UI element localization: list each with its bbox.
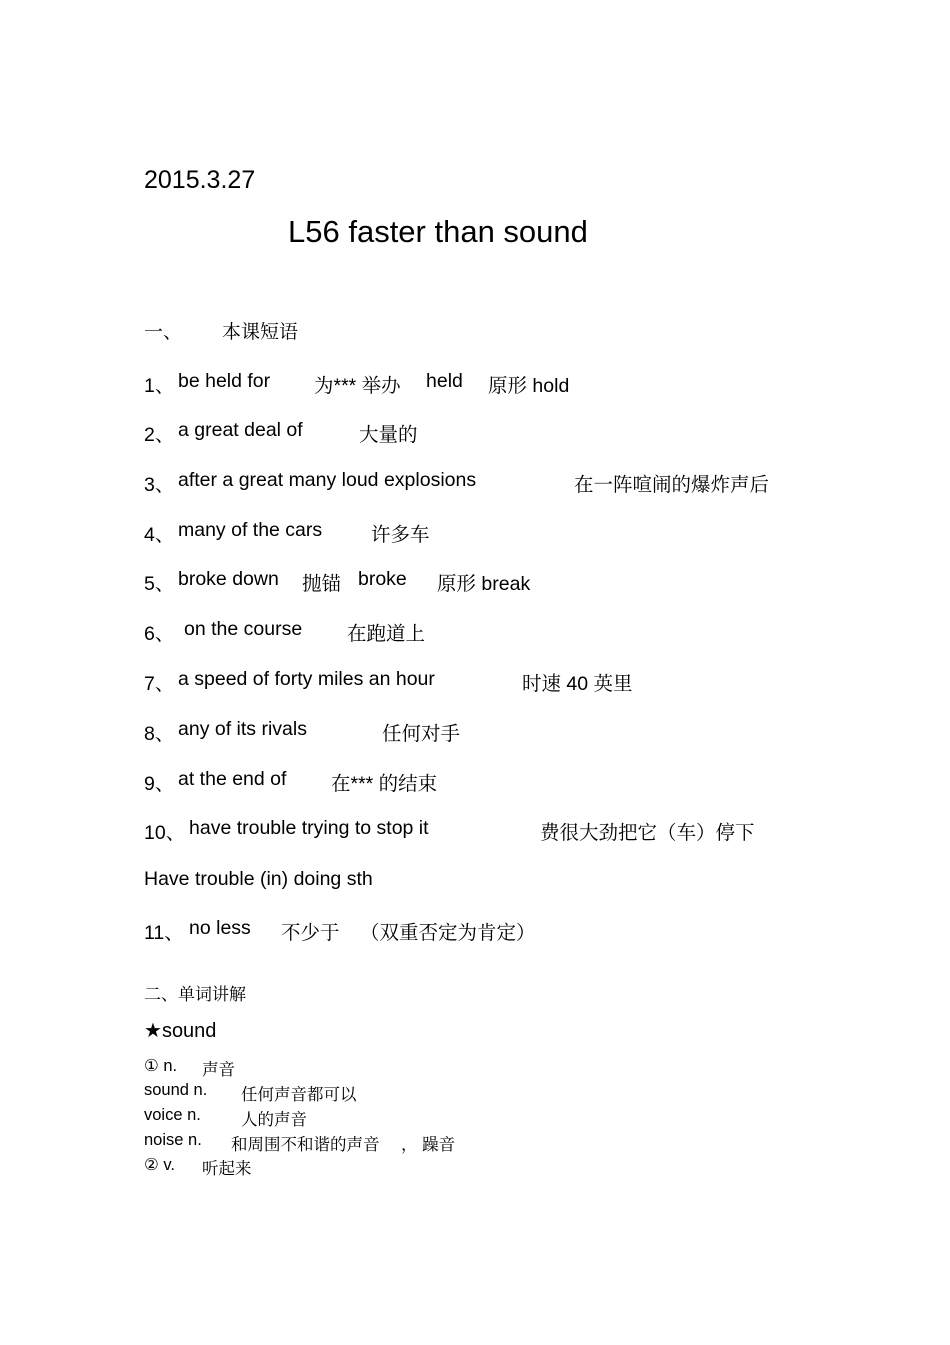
phrase-meaning: 在跑道上 [347,623,426,645]
phrase-meaning: 为*** 举办 [314,375,401,397]
phrase-english: have trouble trying to stop it [189,817,429,839]
vocab-meaning-extra: ， 躁音 [401,1136,456,1154]
phrase-english: a speed of forty miles an hour [178,668,435,690]
phrase-base-form: 原形 break [437,573,531,595]
section-heading-phrases [144,317,298,344]
phrase-english: at the end of [178,768,287,790]
phrase-english: Have trouble (in) doing sth [144,868,373,890]
phrase-number: 4、 [144,524,175,546]
phrase-number: 6、 [144,623,175,645]
phrase-english: broke down [178,568,279,590]
phrase-meaning: 许多车 [371,524,430,546]
phrase-number: 9、 [144,773,175,795]
phrase-number: 2、 [144,424,175,446]
phrase-english: be held for [178,370,271,392]
phrase-number: 8、 [144,723,175,745]
phrase-meaning: 大量的 [359,424,418,446]
phrase-english: no less [189,917,251,939]
vocab-pos: ② v. [144,1156,175,1174]
headword-text: sound [161,1020,217,1042]
phrase-number: 5、 [144,573,175,595]
section-label: 本课短语 [222,322,299,343]
phrase-meaning: 费很大劲把它（车）停下 [540,822,755,844]
lesson-title: L56 faster than sound [288,214,588,249]
phrase-meaning: 抛锚 [302,573,342,595]
phrase-meaning: 在一阵喧闹的爆炸声后 [574,474,770,496]
phrase-english: after a great many loud explosions [178,469,477,491]
phrase-past-form: broke [358,568,407,590]
phrase-english: any of its rivals [178,718,307,740]
phrase-meaning: 不少于 [281,922,340,944]
phrase-english: on the course [184,618,303,640]
vocab-meaning: 人的声音 [241,1111,307,1129]
phrase-meaning: 任何对手 [382,723,461,745]
phrase-number: 11、 [144,922,184,944]
document-date: 2015.3.27 [144,166,256,194]
vocab-meaning: 任何声音都可以 [241,1086,357,1104]
vocab-pos: voice n. [144,1106,201,1124]
phrase-english: a great deal of [178,419,303,441]
phrase-english: many of the cars [178,519,323,541]
vocab-headword [144,1018,216,1043]
section-number: 一、 [144,322,183,343]
phrase-meaning: 在*** 的结束 [331,773,438,795]
section-heading-vocabulary: 二、单词讲解 [144,985,246,1004]
phrase-base-form: 原形 hold [488,375,570,397]
star-icon: ★ [144,1020,162,1042]
vocab-pos: sound n. [144,1081,208,1099]
phrase-meaning: 时速 40 英里 [522,673,633,695]
phrase-number: 7、 [144,673,175,695]
phrase-number: 10、 [144,822,186,844]
phrase-number: 3、 [144,474,175,496]
phrase-past-form: held [426,370,463,392]
phrase-note: （双重否定为肯定） [360,922,536,944]
vocab-meaning: 声音 [202,1061,235,1079]
vocab-meaning: 和周围不和谐的声音 [231,1136,380,1154]
vocab-meaning: 听起来 [202,1160,252,1178]
vocab-pos: noise n. [144,1131,202,1149]
vocab-pos: ① n. [144,1057,178,1075]
phrase-number: 1、 [144,375,175,397]
